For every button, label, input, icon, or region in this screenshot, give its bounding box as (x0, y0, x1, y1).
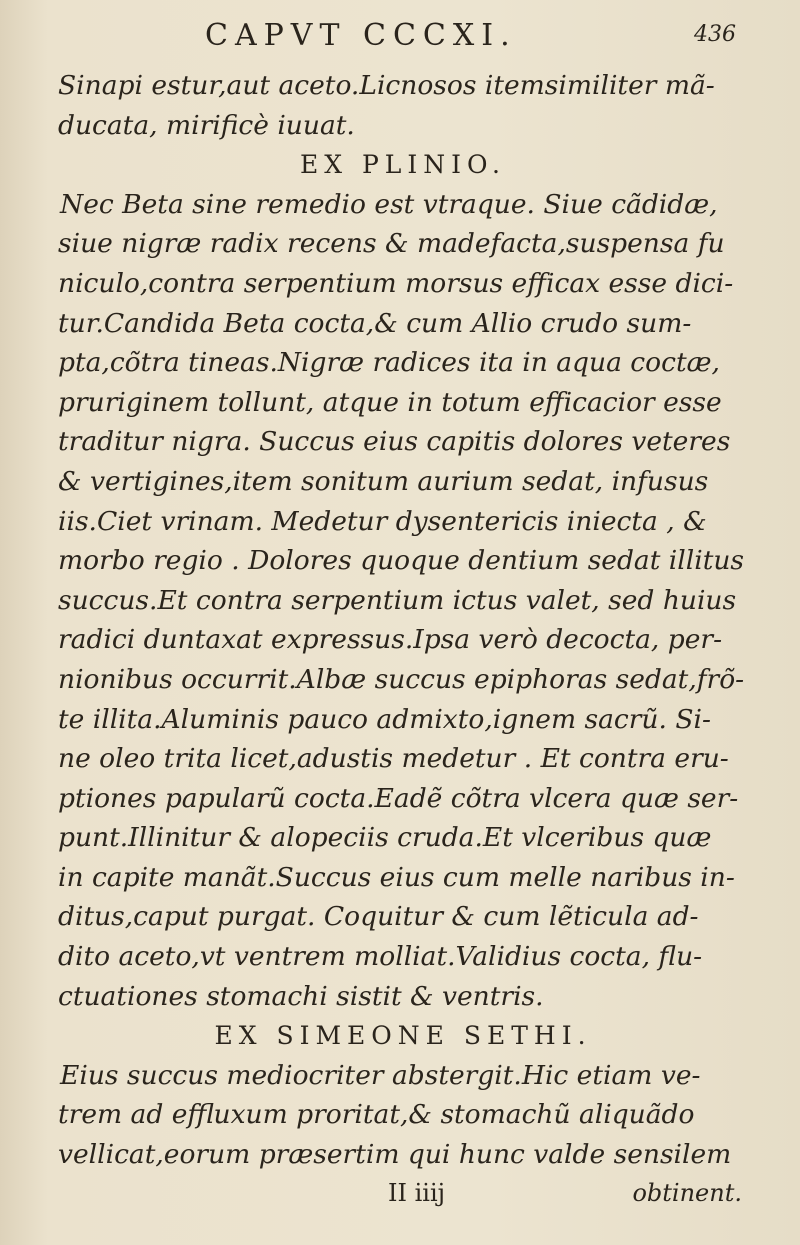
text-line: Eius succus mediocriter abstergit.Hic etiam ve- (60, 1059, 701, 1091)
text-line: ducata, mirificè iuuat. (58, 109, 355, 141)
text-line: ptiones papularũ cocta.Eadẽ cõtra vlcera quæ ser- (58, 782, 739, 814)
text-line: siue nigræ radix recens & madefacta,suspensa fu (58, 228, 725, 260)
text-line: ditus,caput purgat. Coquitur & cum lẽticula ad- (58, 901, 699, 933)
text-line: niculo,contra serpentium morsus efficax esse dici- (58, 267, 734, 299)
page-header (60, 14, 750, 64)
text-line: tur.Candida Beta cocta,& cum Allio crudo sum- (58, 307, 692, 339)
signature-mark: II iiij (388, 1178, 446, 1207)
catchword: obtinent. (632, 1178, 742, 1207)
page-number: 436 (694, 22, 736, 47)
text-line: dito aceto,vt ventrem molliat.Validius cocta, flu- (58, 941, 703, 973)
text-line: trem ad effluxum proritat,& stomachũ aliquãdo (58, 1099, 695, 1131)
text-line: pruriginem tollunt, atque in totum efficacior esse (58, 386, 722, 418)
text-line: radici duntaxat expressus.Ipsa verò decocta, per- (58, 624, 723, 656)
text-line: nionibus occurrit.Albæ succus epiphoras sedat,frõ- (58, 663, 745, 695)
section-heading: EX SIMEONE SETHI. (214, 1021, 592, 1051)
text-line: succus.Et contra serpentium ictus valet, sed huius (58, 584, 737, 616)
running-head: CAPVT CCCXI. (205, 18, 517, 53)
text-line: te illita.Aluminis pauco admixto,ignem sacrũ. Si- (58, 703, 711, 735)
text-line: Nec Beta sine remedio est vtraque. Siue cãdidæ, (60, 188, 718, 220)
text-line: punt.Illinitur & alopeciis cruda.Et vlceribus quæ (58, 822, 712, 854)
text-block (58, 66, 748, 1211)
text-line: pta,cõtra tineas.Nigræ radices ita in aqua coctæ, (58, 347, 720, 379)
text-line: in capite manãt.Succus eius cum melle naribus in- (58, 861, 735, 893)
text-line: ctuationes stomachi sistit & ventris. (58, 980, 544, 1012)
text-line: iis.Ciet vrinam. Medetur dysentericis iniecta , & (58, 505, 707, 537)
text-line: & vertigines,item sonitum aurium sedat, infusus (58, 465, 709, 497)
text-line: Sinapi estur,aut aceto.Licnosos itemsimiliter mã- (58, 70, 715, 101)
text-line: ne oleo trita licet,adustis medetur . Et contra eru- (58, 743, 729, 775)
text-line: morbo regio . Dolores quoque dentium sedat illitus (58, 545, 745, 577)
section-heading: EX PLINIO. (299, 150, 507, 180)
page-footer (58, 1175, 748, 1211)
text-line: traditur nigra. Succus eius capitis dolores veteres (58, 426, 731, 458)
text-line: vellicat,eorum præsertim qui hunc valde sensilem (58, 1139, 732, 1171)
